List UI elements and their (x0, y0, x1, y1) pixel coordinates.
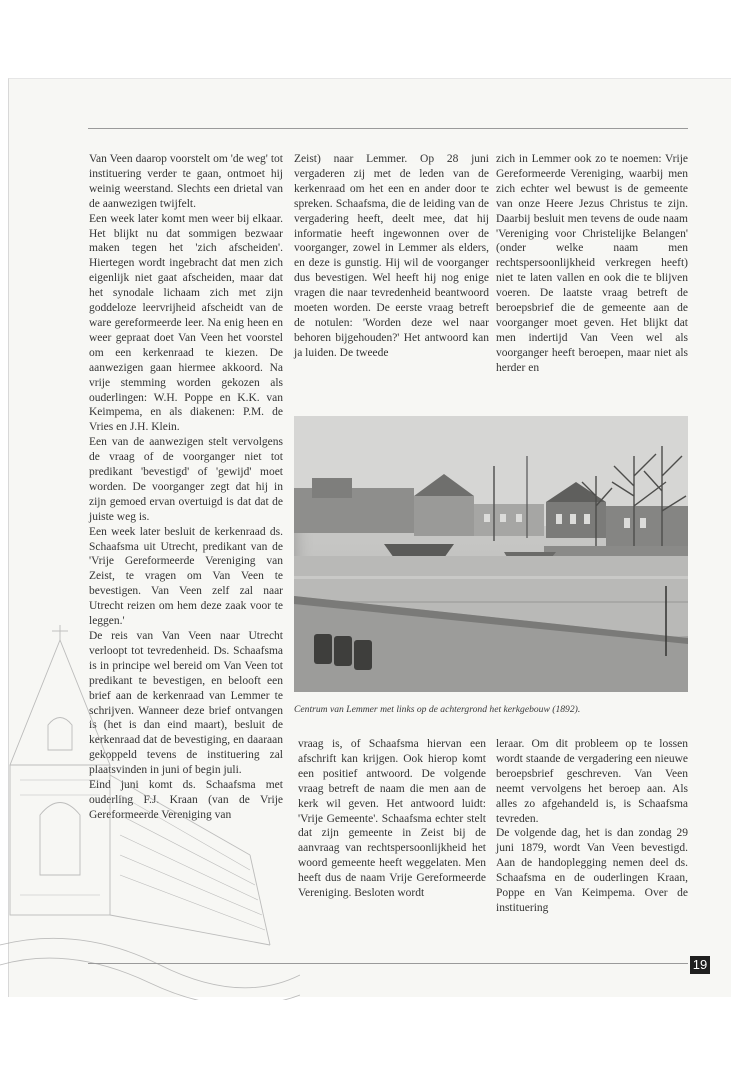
text-column-3: zich in Lemmer ook zo te noemen: Vrije Gereformeerde Vereniging, waarbij men zich echter wel bewust is de gemeente van onze Heere Jezus Christus te zijn. Daarbij besluit men tevens de oude naam 'Vereniging voor Christelijke Belangen' (onder welke naam men rechtspersoonlijkheid verkregen heeft) niet te laten vallen en ook die te blijven voeren. De laatste vraag betreft de beroepsbrief die de gemeente aan de voorganger moet geven. Het blijkt dat men indertijd Van Veen wel als voorganger heeft beroepen, maar niet als herder en (496, 153, 688, 374)
text-column-2: Zeist) naar Lemmer. Op 28 juni vergaderen zij met de leden van de kerkenraad om het een en ander door te spreken. Schaafsma, die de leiding van de vergadering heeft, deelt mee, dat hij informatie heeft ingewonnen over de voorganger, zowel in Lemmer als elders, en deze is gunstig. Hij wil de voorganger dus bevestigen. Wel heeft hij nog enige vragen die naar tevredenheid beantwoord moeten worden. De eerste vraag betreft de notulen: 'Worden deze wel naar behoren bijgehouden?' Het antwoord kan ja luiden. De tweede (294, 153, 489, 359)
text-column-4: vraag is, of Schaafsma hiervan een afschrift kan krijgen. Ook hierop komt een positief antwoord. De volgende vraag betreft de naam die men aan de kerk wil geven. Het antwoord luidt: 'Vrije Gemeente'. Schaafsma echter stelt dat zijn gemeente in Zeist bij de aanvraag van rechtspersoonlijkheid het woord gemeente heeft weggelaten. Men heeft dus de naam Vrije Gereformeerde Vereniging. Besloten wordt (298, 738, 486, 900)
text-column-1: Van Veen daarop voorstelt om 'de weg' tot instituering verder te gaan, ontmoet hij weinig weerstand. Slechts een drietal van de aanwezigen twijfelt. Een week later komt men weer bij elkaar. Het blijkt nu dat sommigen bezwaar maken tegen het 'zich afscheiden'. Hiertegen wordt ingebracht dat men zich eigenlijk niet gaat afscheiden, maar dat het synodale lichaam zich met zijn goddeloze leervrijheid afscheidt van de ware gereformeerde leer. Na enig heen en weer gepraat doet Van Veen het voorstel om een kerkenraad te kiezen. De aanwezigen gaan hiermee akkoord. Na vrije stemming worden gekozen als ouderlingen: W.H. Poppe en K.K. van Keimpema, en als diakenen: P.M. de Vries en J.H. Klein. Een van de aanwezigen stelt vervolgens de vraag of de voorganger niet tot predikant 'bevestigd' of 'gewijd' moet worden. De voorganger zegt dat hij in zijn gemoed ervan overtuigd is dat dat de juiste weg is. Een week later besluit de kerkenraad ds. Schaafsma uit Utrecht, predikant van de 'Vrije Gereformeerde Vereniging van Zeist, te vragen om Van Veen te bevestigen. Van Veen zelf zal naar Utrecht reizen om hem deze zaak voor te leggen.' De reis van Van Veen naar Utrecht verloopt tot tevredenheid. Ds. Schaafsma is in principe wel bereid om Van Veen tot predikant te bevestigen, en belooft een brief aan de kerkenraad van Lemmer te schrijven. Wanneer deze brief ontvangen is (het is dan eind maart), besluit de kerkenraad dat de bevestiging, en daaraan gekoppeld tevens de instituering zal plaatsvinden in juni of begin juli. Eind juni komt ds. Schaafsma met ouderling F.J. Kraan (van de Vrije Gereformeerde Vereniging van (89, 153, 283, 821)
text-column-5: leraar. Om dit probleem op te lossen wordt staande de vergadering een nieuwe beroepsbrief geschreven. Van Veen neemt vervolgens het beroep aan. Als alles zo afgehandeld is, is Schaafsma tevreden. De volgende dag, het is dan zondag 29 juni 1879, wordt Van Veen bevestigd. Aan de handoplegging nemen deel ds. Schaafsma en de ouderlingen Kraan, Poppe en Van Keimpema. Over de instituering (496, 738, 688, 914)
photo-caption: Centrum van Lemmer met links op de achtergrond het kerkgebouw (1892). (294, 704, 581, 715)
page-number: 19 (690, 956, 710, 974)
top-rule (88, 128, 688, 129)
bottom-rule (88, 963, 688, 964)
historic-photo (294, 416, 688, 692)
